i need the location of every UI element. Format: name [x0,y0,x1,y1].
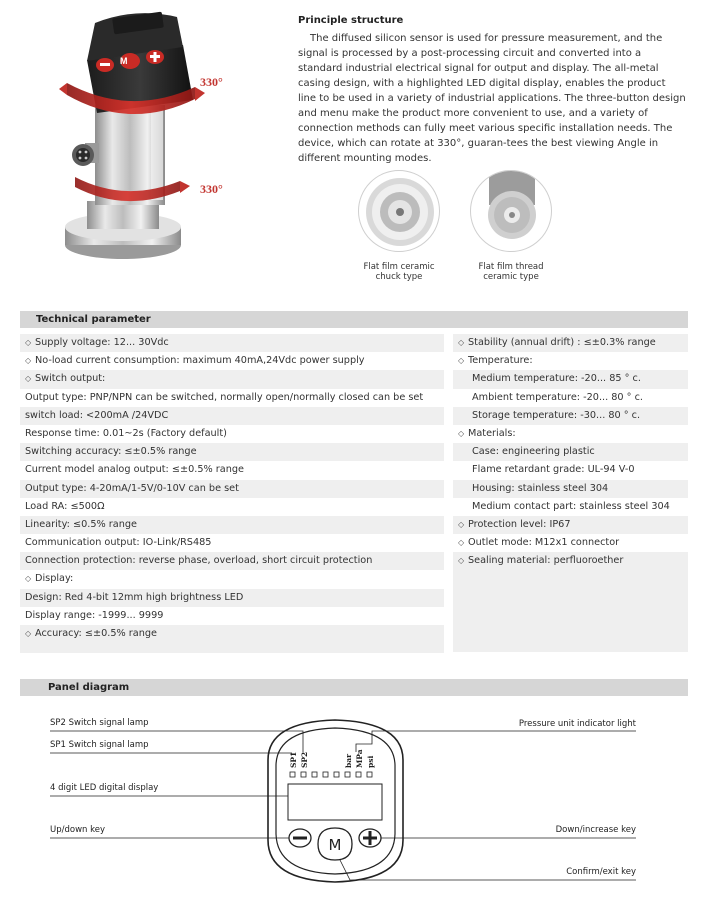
tech-row: ◇ Display: [20,570,444,588]
tech-row: Communication output: IO-Link/RS485 [25,537,212,549]
tech-row: Flame retardant grade: UL-94 V-0 [472,464,635,476]
tech-row: ◇ Switch output: [20,370,444,388]
thumb-caption-thread: Flat film thread ceramic type [478,262,544,282]
tech-row: Ambient temperature: -20... 80 ° c. [472,391,643,403]
tech-row: ◇ Supply voltage: 12... 30Vdc [20,334,444,352]
tech-row: Design: Red 4-bit 12mm high brightness LED [20,589,444,607]
face-psi: psi [366,755,375,768]
face-sp1: SP1 [289,751,298,768]
bullet-icon: ◇ [458,519,465,529]
face-bar: bar [344,753,353,768]
led-display [288,784,382,820]
tech-row: Output type: 4-20mA/1-5V/0-10V can be set [20,480,444,498]
label-unit-light: Pressure unit indicator light [518,719,636,729]
rotation-label-bottom: 330° [200,182,223,196]
tech-row: Response time: 0.01~2s (Factory default) [25,427,227,439]
tech-row: ◇ Materials: [453,425,688,443]
label-sp2-lamp: SP2 Switch signal lamp [50,718,149,728]
bullet-icon: ◇ [25,574,32,584]
face-sp2: SP2 [300,751,309,768]
m-key-label: M [328,836,342,854]
tech-row: Output type: PNP/NPN can be switched, normally open/normally closed can be set [25,391,424,403]
bullet-icon: ◇ [25,356,32,366]
bullet-icon: ◇ [25,338,32,347]
tech-row: Medium temperature: -20... 85 ° c. [453,370,688,388]
tech-row: ◇ Accuracy: ≤±0.5% range [20,625,444,643]
thumb-caption-chuck: Flat film ceramic chuck type [363,262,435,282]
bullet-icon: ◇ [458,338,465,347]
rotation-label-top: 330° [200,75,223,89]
tech-row: ◇ Temperature: [453,352,688,370]
thumb-thread-type [466,170,556,282]
label-updown-key: Up/down key [50,825,105,835]
head-m-button-label: M [120,56,128,66]
tech-row: switch load: <200mA /24VDC [20,407,444,425]
flat-film-chuck-image [358,170,440,252]
label-confirm-key: Confirm/exit key [566,867,636,877]
label-down-increase-key: Down/increase key [555,825,636,835]
bullet-icon: ◇ [458,538,465,548]
tech-row: ◇ No-load current consumption: maximum 40mA,24Vdc power supply [20,352,444,370]
tech-row: Connection protection: reverse phase, overload, short circuit protection [20,552,444,570]
bullet-icon: ◇ [25,374,32,384]
tech-row: Case: engineering plastic [453,443,688,461]
tech-row: Linearity: ≤0.5% range [20,516,444,534]
tech-row: ◇ Outlet mode: M12x1 connector [453,534,688,552]
bullet-icon: ◇ [458,356,465,366]
tech-row: Current model analog output: ≤±0.5% range [25,464,244,476]
principle-title: Principle structure [298,15,404,26]
tech-right-filler [453,570,688,652]
bullet-icon: ◇ [25,629,32,638]
tech-left-column [20,334,444,653]
tech-left-filler [20,643,444,653]
principle-section [298,15,686,166]
panel-diagram-header: Panel diagram [20,679,688,696]
face-mpa: MPa [355,749,364,768]
label-led-display: 4 digit LED digital display [50,783,159,793]
tech-row: Load RA: ≤500Ω [25,500,105,512]
tech-row: Housing: stainless steel 304 [453,480,688,498]
bullet-icon: ◇ [458,556,465,566]
tech-row: Medium contact part: stainless steel 304 [472,500,670,512]
thumb-chuck-type [354,170,444,282]
tech-row: ◇ Stability (annual drift) : ≤±0.3% range [453,334,688,352]
tech-row: Switching accuracy: ≤±0.5% range [20,443,444,461]
bullet-icon: ◇ [458,428,465,438]
tech-row: ◇ Sealing material: perfluoroether [453,552,688,570]
flat-film-thread-image [470,170,552,252]
tech-row: Display range: -1999... 9999 [25,609,164,621]
tech-row: ◇ Protection level: IP67 [453,516,688,534]
principle-text: The diffused silicon sensor is used for pressure measurement, and the signal is processed by a post-processing circuit and converted into a standard industrial electrical signal for output and display. The all-metal casing design, with a highlighted LED digital display, enables the product line to be used in a variety of industrial applications. The three-button design and menu make the product more convenient to use, and a variety of connection methods can fully meet various specific installation needs. The device, which can rotate at 330°, guaran-tees the best viewing Angle in different mounting modes. [298,33,686,164]
plus-icon-v [369,831,372,845]
tech-right-column [453,334,688,652]
tech-row: Storage temperature: -30... 80 ° c. [453,407,688,425]
product-image [55,5,265,275]
label-sp1-lamp: SP1 Switch signal lamp [50,740,149,750]
pressure-transmitter-illustration [55,5,265,275]
technical-parameter-header: Technical parameter [20,311,688,328]
minus-icon [293,837,307,840]
